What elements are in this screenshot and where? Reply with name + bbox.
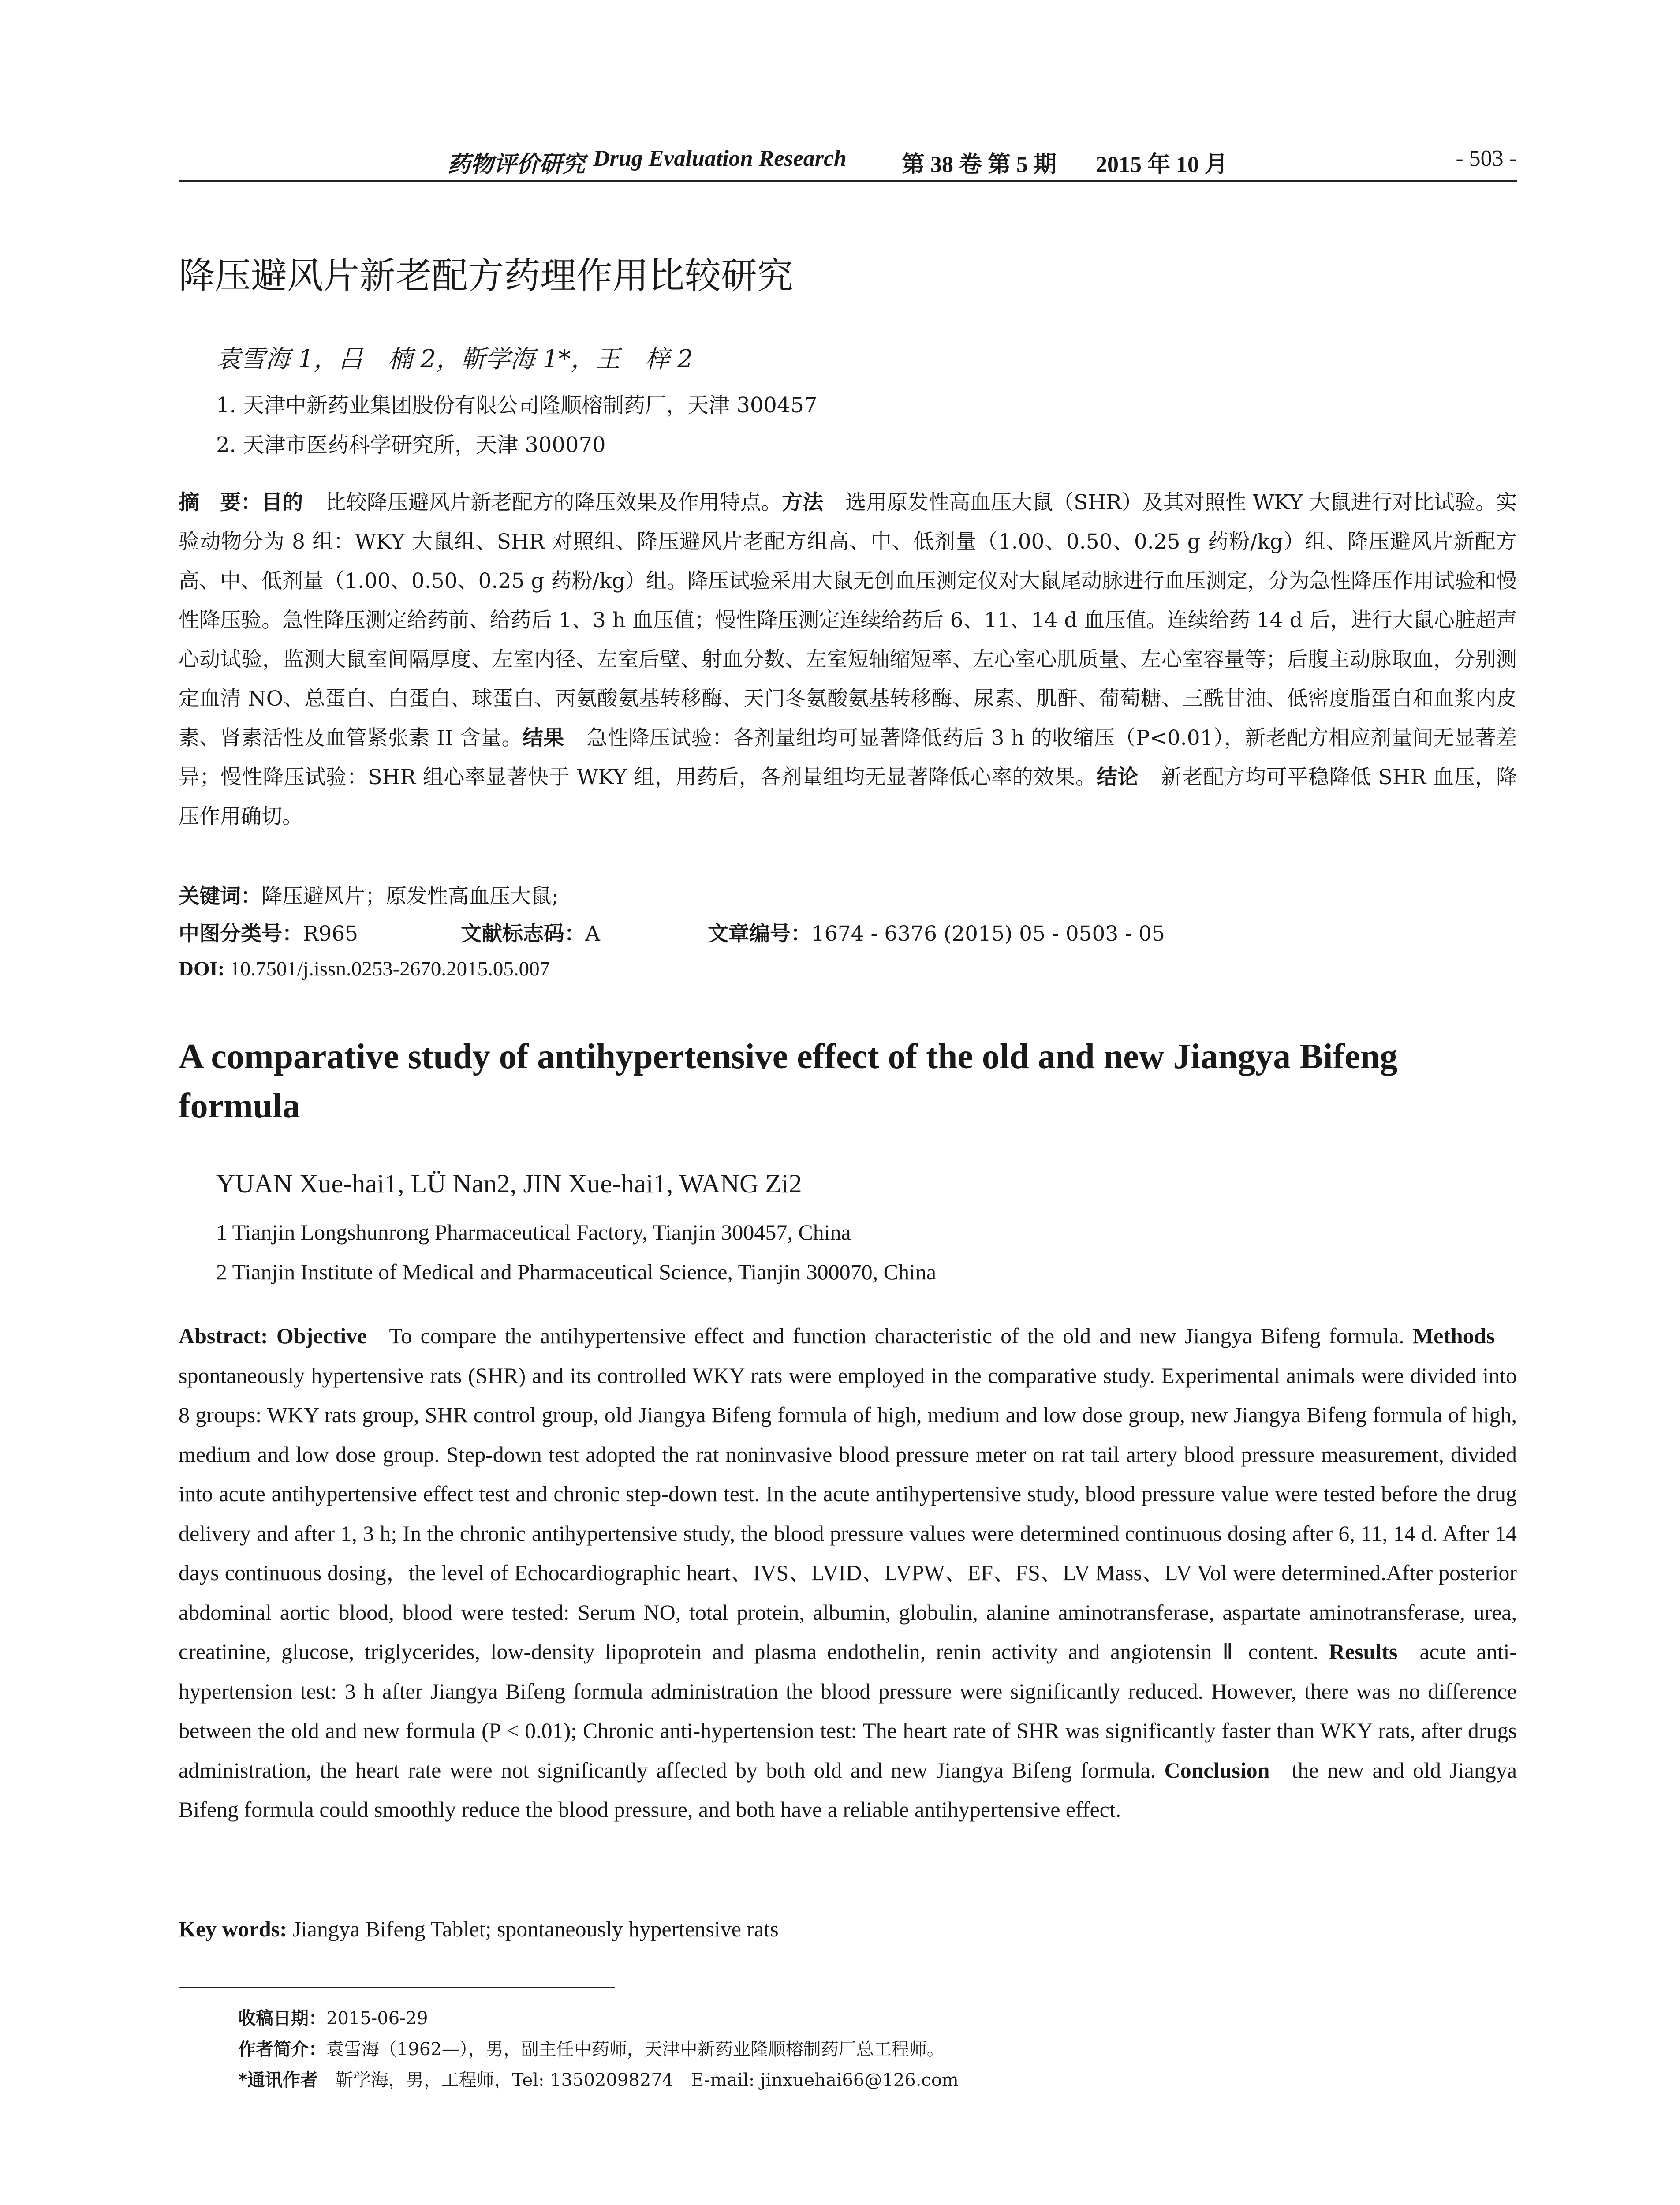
en-keywords-text: Jiangya Bifeng Tablet; spontaneously hypertensive rats: [292, 1917, 779, 1941]
chinese-title: 降压避风片新老配方药理作用比较研究: [179, 255, 794, 297]
english-authors: YUAN Xue-hai1, LÜ Nan2, JIN Xue-hai1, WANG Zi2: [216, 1169, 802, 1198]
english-title: A comparative study of antihypertensive effect of the old and new Jiangya Bifeng formula: [179, 1037, 1398, 1125]
running-header: [179, 140, 1517, 182]
keywords-text: 降压避风片；原发性高血压大鼠;: [261, 884, 559, 908]
english-affiliation-2: 2 Tianjin Institute of Medical and Pharmaceutical Science, Tianjin 300070, China: [216, 1259, 937, 1284]
doi-label: DOI:: [179, 957, 225, 980]
doc-code-value: A: [585, 922, 600, 946]
abstract-conclusion: 新老配方均可平稳降低 SHR 血压，降压作用确切。: [179, 765, 1517, 829]
publication-date: 2015 年 10 月: [1096, 152, 1228, 177]
doi-line: [179, 957, 550, 981]
class-label: 中图分类号：: [179, 922, 303, 946]
en-keywords-label: Key words:: [179, 1917, 287, 1941]
doi-value: 10.7501/j.issn.0253-2670.2015.05.007: [230, 957, 550, 980]
corr-text: 靳学海，男，工程师，Tel: 13502098274 E-mail: jinxuehai66@126.com: [335, 2070, 959, 2090]
page-number: - 503 -: [1456, 146, 1517, 171]
bio-text: 袁雪海（1962—），男，副主任中药师，天津中新药业隆顺榕制药厂总工程师。: [326, 2039, 945, 2059]
article-no-value: 1674 - 6376 (2015) 05 - 0503 - 05: [811, 922, 1165, 946]
english-abstract: [179, 1316, 1517, 1923]
journal-name: Drug Evaluation Research: [593, 146, 847, 171]
en-objective: To compare the antihypertensive effect and function characteristic of the old and new Jiangya Bifeng formula.: [389, 1323, 1404, 1348]
abstract-results: 急性降压试验：各剂量组均可显著降低药后 3 h 的收缩压（P<0.01），新老配方相应剂量间无显著差异；慢性降压试验：SHR 组心率显著快于 WKY 组，用药后，各剂量组均无显著降低心率的效果。: [179, 726, 1517, 789]
bio-label: 作者简介：: [238, 2039, 326, 2059]
abstract-objective-label: 摘 要：目的: [179, 490, 303, 515]
chinese-keywords: [179, 880, 559, 909]
en-results: acute anti-hypertension test: 3 h after Jiangya Bifeng formula administration the blood pressure were significantly reduced. However, there was no difference between the old and new formula (P < 0.01); Chronic anti-hypertension test: The heart rate of SHR was significantly faster than WKY rats, after drugs administration, the heart rate were not significantly affected by both old and new Jiangya Bifeng formula.: [179, 1639, 1517, 1783]
article-no-label: 文章编号：: [708, 922, 811, 946]
keywords-label: 关键词：: [179, 884, 261, 908]
volume-issue: 第 38 卷 第 5 期: [902, 152, 1057, 177]
en-conclusion-label: Conclusion: [1164, 1757, 1270, 1783]
received-date: 2015-06-29: [326, 2008, 428, 2029]
footnote-corresponding: [238, 2066, 959, 2091]
en-methods-label: Methods: [1412, 1323, 1495, 1348]
abstract-methods: 选用原发性高血压大鼠（SHR）及其对照性 WKY 大鼠进行对比试验。实验动物分为 8 组：WKY 大鼠组、SHR 对照组、降压避风片老配方组高、中、低剂量（1.00、0.50、0.25 g 药粉/kg）组、降压避风片新配方高、中、低剂量（1.00、0.50、0.25 g 药粉/kg）组。降压试验采用大鼠无创血压测定仪对大鼠尾动脉进行血压测定，分为急性降压作用试验和慢性降压验。急性降压测定给药前、给药后 1、3 h 血压值；慢性降压测定连续给药后 6、11、14 d 血压值。连续给药 14 d 后，进行大鼠心脏超声心动试验，监测大鼠室间隔厚度、左室内径、左室后壁、射血分数、左室短轴缩短率、左心室心肌质量、左心室容量等；后腹主动脉取血，分别测定血清 NO、总蛋白、白蛋白、球蛋白、丙氨酸氨基转移酶、天门冬氨酸氨基转移酶、尿素、肌酐、葡萄糖、三酰甘油、低密度脂蛋白和血浆内皮素、肾素活性及血管紧张素 II 含量。: [179, 490, 1517, 750]
english-keywords: [179, 1916, 779, 1942]
doc-code-label: 文献标志码：: [461, 922, 585, 946]
en-objective-label: Abstract: Objective: [179, 1323, 367, 1348]
received-label: 收稿日期：: [238, 2008, 326, 2029]
class-value: R965: [303, 922, 358, 946]
footnote-received: [238, 2004, 428, 2029]
corr-label: *通讯作者: [238, 2070, 318, 2090]
chinese-affiliation-1: 1. 天津中新药业集团股份有限公司隆顺榕制药厂，天津 300457: [216, 393, 818, 418]
abstract-conclusion-label: 结论: [1096, 765, 1139, 789]
chinese-abstract: [179, 483, 1517, 875]
en-methods: spontaneously hypertensive rats (SHR) and its controlled WKY rats were employed in the comparative study. Experimental animals were divided into 8 groups: WKY rats group, SHR control group, old Jiangya Bifeng formula of high, medium and low dose group, new Jiangya Bifeng formula of high, medium and low dose group. Step-down test adopted the rat noninvasive blood pressure meter on rat tail artery blood pressure measurement, divided into acute antihypertensive effect test and chronic step-down test. In the acute antihypertensive study, blood pressure value were tested before the drug delivery and after 1, 3 h; In the chronic antihypertensive study, the blood pressure values were determined continuous dosing after 6, 11, 14 d. After 14 days continuous dosing，the level of Echocardiographic heart、IVS、LVID、LVPW、EF、FS、LV Mass、LV Vol were determined.After posterior abdominal aortic blood, blood were tested: Serum NO, total protein, albumin, globulin, alanine aminotransferase, aspartate aminotransferase, urea, creatinine, glucose, triglycerides, low-density lipoprotein and plasma endothelin, renin activity and angiotensin Ⅱ content.: [179, 1363, 1517, 1664]
english-affiliation-1: 1 Tianjin Longshunrong Pharmaceutical Factory, Tianjin 300457, China: [216, 1220, 851, 1245]
footnote-author-bio: [238, 2035, 945, 2060]
footnote-divider: [179, 1987, 615, 1988]
chinese-authors: 袁雪海 1，吕 楠 2，靳学海 1*，王 梓 2: [216, 345, 693, 374]
abstract-methods-label: 方法: [782, 490, 824, 515]
abstract-results-label: 结果: [522, 726, 564, 750]
abstract-objective: 比较降压避风片新老配方的降压效果及作用特点。: [325, 490, 782, 515]
journal-logo: 药物评价研究: [448, 152, 586, 177]
chinese-affiliation-2: 2. 天津市医药科学研究所，天津 300070: [216, 433, 606, 457]
en-conclusion: the new and old Jiangya Bifeng formula could smoothly reduce the blood pressure, and both have a reliable antihypertensive effect.: [179, 1757, 1517, 1822]
en-results-label: Results: [1329, 1639, 1398, 1664]
classification-line: [179, 917, 1517, 947]
